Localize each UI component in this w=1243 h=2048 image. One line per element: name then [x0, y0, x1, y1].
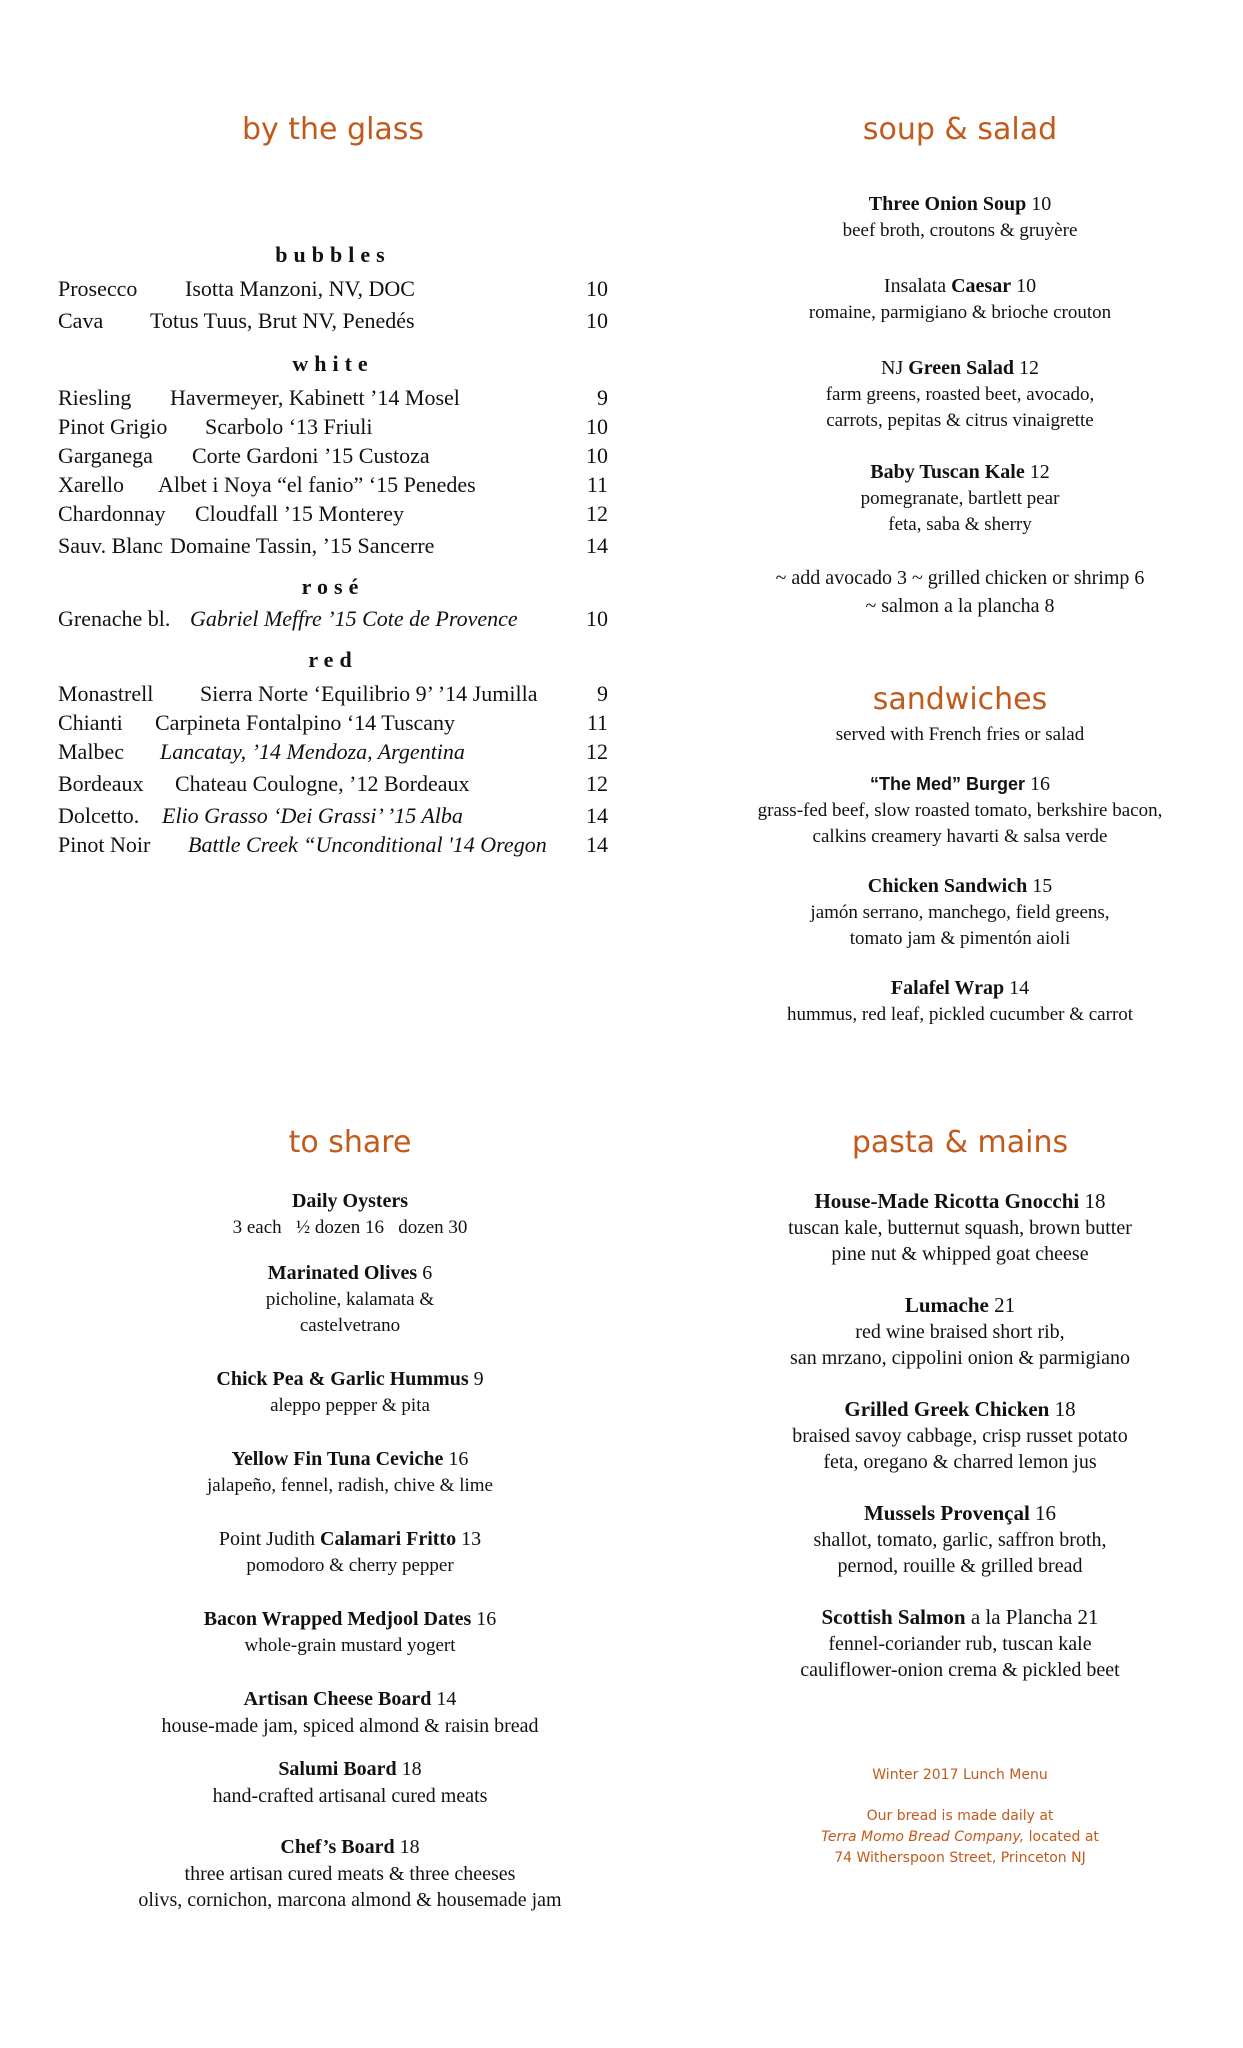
dish-price: 12	[1019, 357, 1039, 379]
menu-footer	[720, 1765, 1200, 1869]
dish-price: 16	[1035, 1501, 1057, 1525]
dish-name: Marinated Olives	[267, 1262, 418, 1284]
pasta-mains-section	[720, 1125, 1200, 1869]
menu-item	[80, 1755, 620, 1809]
dish-price: 14	[1009, 977, 1030, 999]
dish-desc: pomegranate, bartlett pear	[860, 488, 1060, 509]
dish-desc: fennel-coriander rub, tuscan kale	[828, 1633, 1092, 1655]
dish-desc: san mrzano, cippolini onion & parmigiano	[790, 1347, 1130, 1369]
bread-company-line: Terra Momo Bread Company, located at	[821, 1829, 1099, 1845]
dish-price: 18	[1054, 1397, 1076, 1421]
dish-desc: whole-grain mustard yogert	[244, 1635, 456, 1656]
dish-desc: jamón serrano, manchego, field greens,	[810, 902, 1110, 923]
wine-row: Chardonnay Cloudfall ’15 Monterey 12	[58, 501, 608, 526]
dish-price: 14	[436, 1688, 457, 1710]
wine-row: Grenache bl. Gabriel Meffre ’15 Cote de Provence 10	[58, 606, 608, 631]
dish-price: 10	[1016, 275, 1037, 297]
dish-name: Falafel Wrap	[890, 977, 1005, 999]
wine-row: Malbec Lancatay, ’14 Mendoza, Argentina 12	[58, 739, 608, 764]
bread-note: Our bread is made daily at	[866, 1808, 1054, 1824]
dish-desc: carrots, pepitas & citrus vinaigrette	[826, 410, 1094, 431]
dish-desc: aleppo pepper & pita	[270, 1395, 430, 1416]
dish-name: Baby Tuscan Kale	[870, 461, 1025, 483]
dish-desc: braised savoy cabbage, crisp russet potato	[792, 1425, 1128, 1447]
red-list	[58, 679, 608, 859]
soup-heading: soup & salad	[862, 112, 1058, 147]
dish-desc: hummus, red leaf, pickled cucumber & carrot	[786, 1004, 1134, 1025]
menu-item	[720, 872, 1200, 952]
wine-section	[58, 112, 608, 859]
dish-desc: cauliflower-onion crema & pickled beet	[800, 1659, 1120, 1681]
dish-desc: red wine braised short rib,	[855, 1321, 1065, 1343]
dish-desc: tuscan kale, butternut squash, brown butter	[788, 1217, 1132, 1239]
dish-price: 16	[448, 1448, 469, 1470]
dish-name: Grilled Greek Chicken	[844, 1397, 1050, 1421]
menu-item	[720, 1187, 1200, 1267]
dish-price: 18	[401, 1758, 422, 1780]
menu-item	[720, 190, 1200, 244]
addons: ~ add avocado 3 ~ grilled chicken or shrimp 6 ~ salmon a la plancha 8	[775, 567, 1145, 617]
dish-price: 13	[461, 1528, 482, 1550]
menu-item	[720, 974, 1200, 1028]
menu-item: Scottish Salmon a la Plancha 21 fennel-coriander rub, tuscan kale cauliflower-onion crema & pickled beet	[720, 1603, 1200, 1683]
share-heading: to share	[288, 1125, 412, 1160]
menu-item	[80, 1187, 620, 1241]
dish-desc: feta, saba & sherry	[888, 514, 1032, 535]
wine-row: Xarello Albet i Noya “el fanio” ‘15 Penedes 11	[58, 472, 608, 497]
menu-item	[720, 770, 1200, 850]
menu-item	[720, 1395, 1200, 1475]
dish-name: Bacon Wrapped Medjool Dates	[203, 1608, 472, 1630]
dish-price: 15	[1032, 875, 1053, 897]
dish-desc: pine nut & whipped goat cheese	[831, 1243, 1089, 1265]
wine-row: Riesling Havermeyer, Kabinett ’14 Mosel 9	[58, 385, 608, 410]
dish-price: 21	[994, 1293, 1016, 1317]
dish-name: Yellow Fin Tuna Ceviche	[231, 1448, 444, 1470]
dish-desc: feta, oregano & charred lemon jus	[823, 1451, 1097, 1473]
dish-name: Chicken Sandwich	[867, 875, 1028, 897]
wine-row: Pinot Noir Battle Creek “Unconditional '14 Oregon 14	[58, 832, 608, 857]
menu-item	[720, 458, 1200, 538]
dish-desc: castelvetrano	[299, 1315, 401, 1336]
to-share-section	[80, 1125, 620, 1913]
menu-item	[80, 1445, 620, 1499]
rose-subhead: rosé	[301, 574, 365, 599]
wine-row: Bordeaux Chateau Coulogne, ’12 Bordeaux 12	[58, 771, 608, 796]
menu-item	[80, 1365, 620, 1419]
dish-desc: romaine, parmigiano & brioche crouton	[808, 302, 1112, 323]
dish-name: Three Onion Soup	[868, 193, 1027, 215]
dish-desc: pernod, rouille & grilled bread	[837, 1555, 1083, 1577]
wine-row: Chianti Carpineta Fontalpino ‘14 Tuscany 11	[58, 710, 608, 735]
dish-desc: three artisan cured meats & three cheeses	[184, 1863, 516, 1885]
dish-name: House-Made Ricotta Gnocchi	[814, 1189, 1080, 1213]
sandwiches-section	[720, 682, 1200, 1028]
rose-list	[58, 604, 608, 633]
dish-desc: shallot, tomato, garlic, saffron broth,	[813, 1529, 1107, 1551]
dish-price: 9	[473, 1368, 484, 1390]
bread-address: 74 Witherspoon Street, Princeton NJ	[834, 1850, 1086, 1866]
dish-price: 16	[476, 1608, 497, 1630]
dish-desc: pomodoro & cherry pepper	[246, 1555, 454, 1576]
bubbles-list	[58, 274, 608, 335]
dish-desc: jalapeño, fennel, radish, chive & lime	[207, 1475, 493, 1496]
sandwiches-note: served with French fries or salad	[835, 724, 1085, 745]
wine-row: Garganega Corte Gardoni ’15 Custoza 10	[58, 443, 608, 468]
dish-desc: picholine, kalamata &	[265, 1289, 435, 1310]
white-list	[58, 383, 608, 560]
dish-desc: tomato jam & pimentón aioli	[849, 928, 1071, 949]
dish-desc: beef broth, croutons & gruyère	[842, 220, 1078, 241]
dish-name: Salumi Board	[278, 1758, 397, 1780]
menu-item	[80, 1259, 620, 1339]
menu-item	[80, 1833, 620, 1913]
menu-item: Point Judith Calamari Fritto 13 pomodoro & cherry pepper	[80, 1525, 620, 1579]
menu-item: Insalata Caesar 10 romaine, parmigiano & brioche crouton	[720, 272, 1200, 326]
wine-row: Sauv. Blanc Domaine Tassin, ’15 Sancerre 14	[58, 533, 608, 558]
dish-desc: hand-crafted artisanal cured meats	[212, 1785, 488, 1807]
menu-item	[720, 1291, 1200, 1371]
wine-row: Pinot Grigio Scarbolo ‘13 Friuli 10	[58, 414, 608, 439]
menu-item	[720, 1499, 1200, 1579]
bubbles-subhead: bubbles	[275, 242, 391, 267]
dish-desc: 3 each ½ dozen 16 dozen 30	[232, 1217, 468, 1238]
dish-name: Lumache	[904, 1293, 989, 1317]
dish-name: “The Med” Burger	[869, 774, 1025, 794]
dish-desc: calkins creamery havarti & salsa verde	[812, 826, 1108, 847]
red-subhead: red	[308, 647, 358, 672]
dish-desc: house-made jam, spiced almond & raisin bread	[161, 1715, 539, 1737]
dish-name: Caesar	[951, 275, 1012, 297]
menu-item	[80, 1605, 620, 1659]
dish-name: Artisan Cheese Board	[243, 1688, 432, 1710]
dish-desc: grass-fed beef, slow roasted tomato, berkshire bacon,	[757, 800, 1163, 821]
dish-price: 16	[1030, 773, 1050, 795]
white-subhead: white	[292, 351, 374, 376]
dish-price: 6	[422, 1262, 433, 1284]
wine-row: Prosecco Isotta Manzoni, NV, DOC 10	[58, 276, 608, 301]
dish-name: Scottish Salmon	[821, 1605, 966, 1629]
menu-item	[80, 1685, 620, 1739]
dish-price: 21	[1077, 1605, 1099, 1629]
dish-name: Chick Pea & Garlic Hummus	[216, 1368, 469, 1390]
dish-desc: olivs, cornichon, marcona almond & housemade jam	[138, 1889, 562, 1911]
wine-row: Dolcetto. Elio Grasso ‘Dei Grassi’ ’15 Alba 14	[58, 803, 608, 828]
dish-name: Daily Oysters	[291, 1190, 409, 1212]
dish-price: 18	[1084, 1189, 1106, 1213]
dish-price: 10	[1031, 193, 1052, 215]
wine-heading: by the glass	[241, 112, 425, 147]
menu-item: NJ Green Salad 12 farm greens, roasted beet, avocado, carrots, pepitas & citrus vinaigrette	[720, 354, 1200, 434]
dish-name: Calamari Fritto	[320, 1528, 457, 1550]
dish-name: Mussels Provençal	[863, 1501, 1030, 1525]
soup-salad-section	[720, 112, 1200, 620]
dish-name: Green Salad	[908, 357, 1014, 379]
sandwiches-heading: sandwiches	[872, 682, 1048, 717]
wine-row: Monastrell Sierra Norte ‘Equilibrio 9’ ’14 Jumilla 9	[58, 681, 608, 706]
dish-price: 12	[1029, 461, 1050, 483]
menu-season: Winter 2017 Lunch Menu	[872, 1767, 1048, 1783]
dish-price: 18	[399, 1836, 420, 1858]
dish-desc: farm greens, roasted beet, avocado,	[825, 384, 1095, 405]
dish-name: Chef’s Board	[280, 1836, 395, 1858]
mains-heading: pasta & mains	[851, 1125, 1069, 1160]
wine-row: Cava Totus Tuus, Brut NV, Penedés 10	[58, 308, 608, 333]
